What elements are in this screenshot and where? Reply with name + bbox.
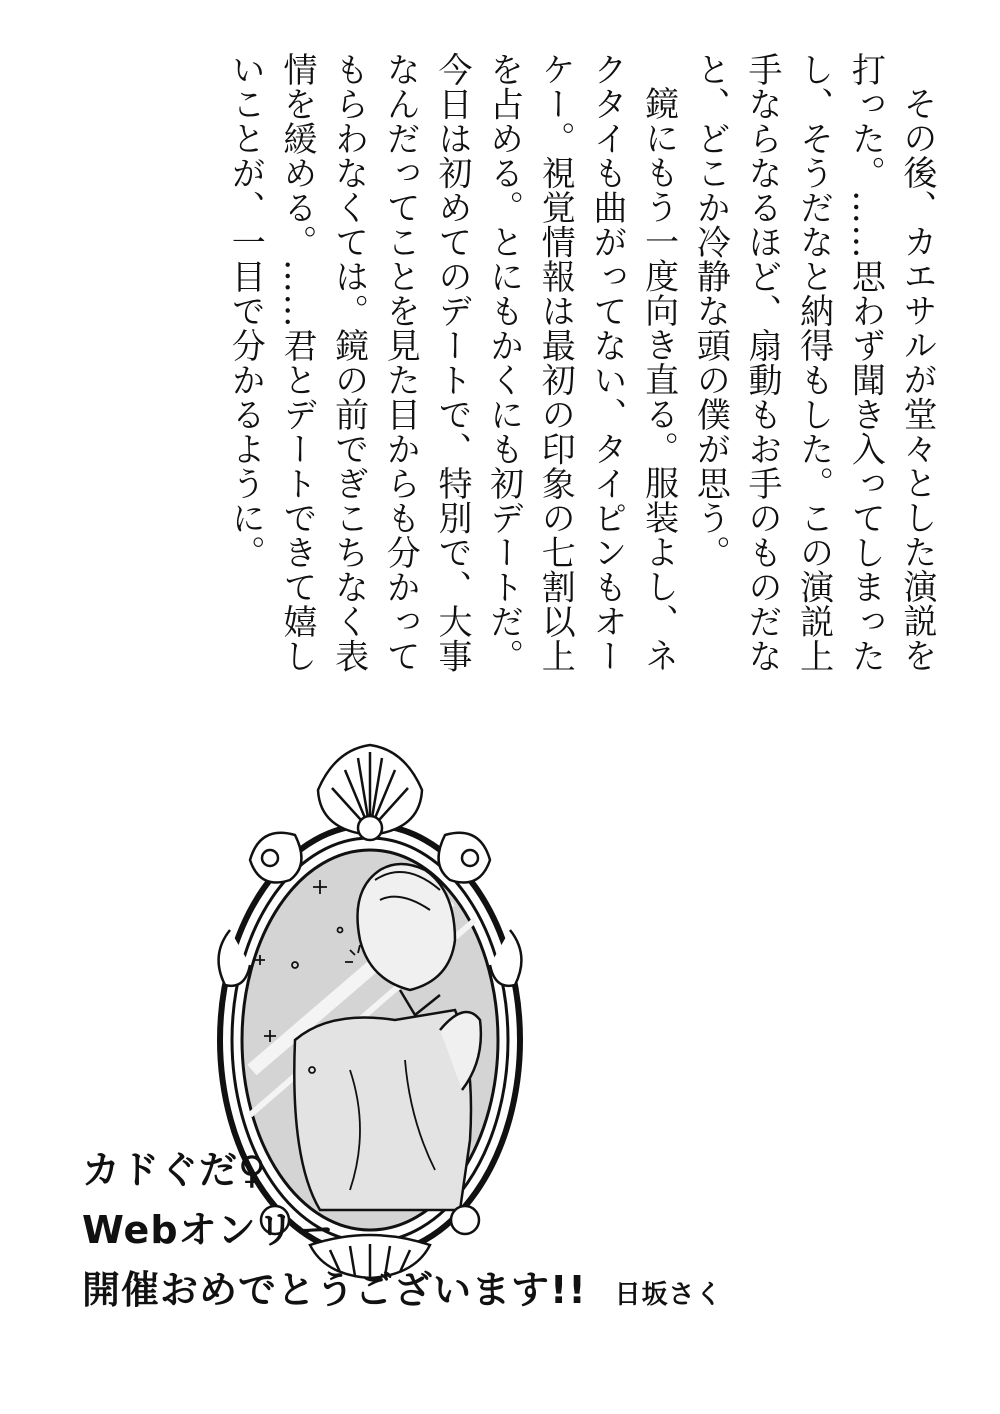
novel-text bbox=[225, 52, 942, 692]
greeting-line-3 bbox=[82, 1260, 723, 1325]
paragraph-1: その後、カエサルが堂々とした演説を打った。……思わず聞き入ってしまったし、そうだなと納得もした。この演説上手ならなるほど、扇動もお手のものだなと、どこか冷静な頭の僕が思う。 bbox=[690, 52, 937, 673]
greeting-line-1: カドぐだ♀ bbox=[82, 1148, 267, 1192]
greeting-congrats: 開催おめでとうございます!! bbox=[82, 1268, 587, 1312]
author-name: 日坂さく bbox=[614, 1280, 723, 1310]
greeting-line-2: Webオンリー bbox=[82, 1208, 335, 1252]
paragraph-2: 鏡にもう一度向き直る。服装よし、ネクタイも曲がってない、タイピンもオーケー。視覚情報は最初の印象の七割以上を占める。とにもかくにも初デートだ。今日は初めてのデートで、特別で、大事なんだってことを見た目からも分かってもらわなくては。鏡の前でぎこちなく表情を緩める。……君とデートできて嬉しいことが、一目で分かるように。 bbox=[225, 52, 679, 673]
greeting-message bbox=[82, 1140, 723, 1325]
